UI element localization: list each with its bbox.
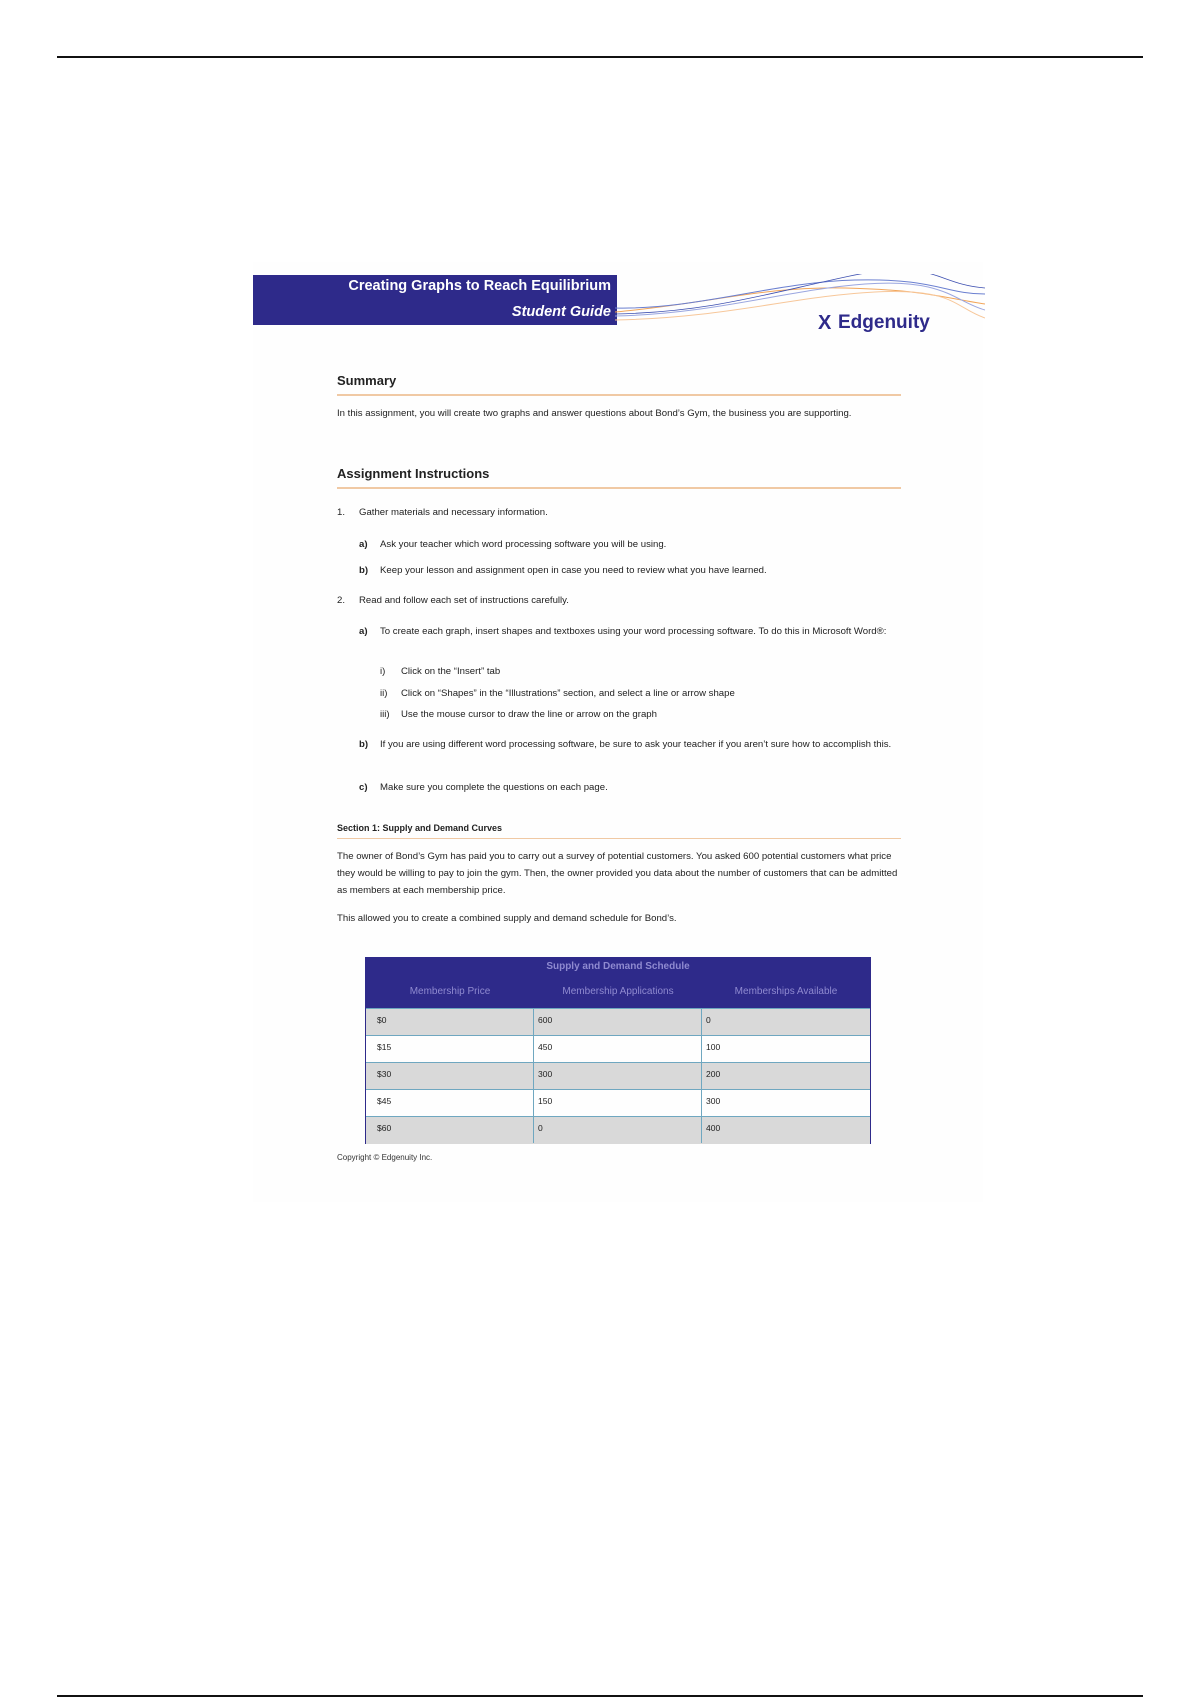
supply-demand-table xyxy=(365,957,871,1144)
column-header: Membership Price xyxy=(409,986,491,997)
table-row xyxy=(366,1089,870,1116)
table-cell: $15 xyxy=(377,1042,392,1052)
list-item-text: Use the mouse cursor to draw the line or arrow on the graph xyxy=(401,709,657,720)
table-cell: 200 xyxy=(706,1069,721,1079)
section-heading: Section 1: Supply and Demand Curves xyxy=(337,823,503,833)
table-caption: Supply and Demand Schedule xyxy=(546,961,690,972)
list-item-text: Gather materials and necessary information. xyxy=(359,507,548,518)
page-top-rule xyxy=(57,56,1143,58)
column-divider xyxy=(701,1008,702,1143)
list-item-text: Make sure you complete the questions on each page. xyxy=(380,782,608,793)
table-cell: $0 xyxy=(377,1015,387,1025)
table-cell: 100 xyxy=(706,1042,721,1052)
table-cell: 150 xyxy=(538,1096,553,1106)
list-item-text: Read and follow each set of instructions carefully. xyxy=(359,595,569,606)
list-item-text: To create each graph, insert shapes and textboxes using your word processing software. To do this in Microsoft Word®: xyxy=(380,626,887,637)
heading-divider xyxy=(337,394,901,396)
list-item xyxy=(359,736,901,772)
column-divider xyxy=(533,1008,534,1143)
table-cell: 400 xyxy=(706,1123,721,1133)
list-marker: a) xyxy=(359,539,368,550)
list-marker: i) xyxy=(380,666,386,677)
heading-divider xyxy=(337,487,901,489)
table-cell: 0 xyxy=(706,1015,711,1025)
edgenuity-x-icon: X xyxy=(818,312,832,334)
table-cell: $45 xyxy=(377,1096,392,1106)
column-header: Membership Applications xyxy=(562,986,674,997)
table-cell: $60 xyxy=(377,1123,392,1133)
document-title: Creating Graphs to Reach Equilibrium xyxy=(348,278,611,294)
list-item-text: If you are using different word processing software, be sure to ask your teacher if you aren’t sure how to accomplish this. xyxy=(380,739,892,750)
table-cell: 300 xyxy=(538,1069,553,1079)
table-row xyxy=(366,1116,870,1144)
table-cell: 600 xyxy=(538,1015,553,1025)
document-page xyxy=(253,262,983,1202)
copyright-notice: Copyright © Edgenuity Inc. xyxy=(337,1153,433,1162)
list-marker: iii) xyxy=(380,709,390,720)
table-cell: 300 xyxy=(706,1096,721,1106)
list-item-text: Keep your lesson and assignment open in case you need to review what you have learned. xyxy=(380,565,767,576)
table-cell: 0 xyxy=(538,1123,543,1133)
list-marker: c) xyxy=(359,782,368,793)
title-banner xyxy=(253,275,617,325)
list-marker: ii) xyxy=(380,688,388,699)
list-number: 2. xyxy=(337,595,346,606)
summary-text: In this assignment, you will create two graphs and answer questions about Bond’s Gym, the business you are supporting. xyxy=(337,408,852,419)
list-item xyxy=(359,623,901,659)
list-marker: b) xyxy=(359,565,369,576)
page-bottom-rule xyxy=(57,1695,1143,1697)
list-item-text: Ask your teacher which word processing software you will be using. xyxy=(380,539,667,550)
table-cell: 450 xyxy=(538,1042,553,1052)
table-cell: $30 xyxy=(377,1069,392,1079)
section-paragraph: This allowed you to create a combined supply and demand schedule for Bond’s. xyxy=(337,913,677,924)
instructions-heading: Assignment Instructions xyxy=(337,466,490,481)
table-row xyxy=(366,1008,870,1035)
list-marker: a) xyxy=(359,626,368,637)
list-item-text: Click on the “Insert” tab xyxy=(401,666,501,677)
logo-wordmark: Edgenuity xyxy=(838,312,930,333)
edgenuity-logo xyxy=(818,311,938,335)
heading-divider xyxy=(337,838,901,839)
table-row xyxy=(366,1035,870,1062)
list-item-text: Click on “Shapes” in the “Illustrations” section, and select a line or arrow shape xyxy=(401,688,735,699)
summary-heading: Summary xyxy=(337,373,397,388)
list-number: 1. xyxy=(337,507,346,518)
section-paragraph: The owner of Bond’s Gym has paid you to carry out a survey of potential customers. You asked 600 potential customers what price they would be willing to pay to join the gym. Then, the owner provided you data about the number of customers that can be admitted as members at each membership price. xyxy=(337,851,898,896)
column-header: Memberships Available xyxy=(734,986,838,997)
table-row xyxy=(366,1062,870,1089)
list-marker: b) xyxy=(359,739,369,750)
document-subtitle: Student Guide xyxy=(511,304,611,320)
table-header xyxy=(366,958,870,1008)
